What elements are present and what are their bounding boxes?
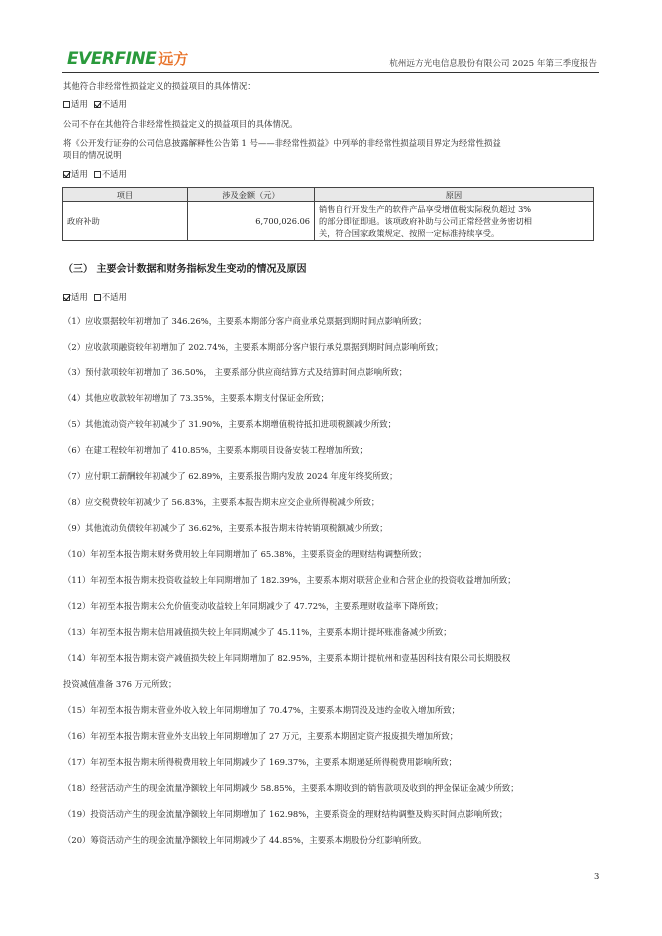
change-item: （18）经营活动产生的现金流量净额较上年同期减少 58.85%，主要系本期收到的销售款项及收到的押金保证金减少所致； [63, 783, 519, 793]
change-item: （5）其他流动资产较年初减少了 31.90%，主要系本期增值税待抵扣进项税额减少所致； [63, 419, 397, 429]
recurring-items-question-line1: 将《公开发行证券的公司信息披露解释性公告第 1 号——非经常性损益》中列举的非经常性损益项目界定为经常性损益 [63, 138, 501, 148]
company-logo [67, 48, 188, 68]
cell-reason [315, 202, 594, 241]
change-item: （14）年初至本报告期末资产减值损失较上年同期增加了 82.95%，主要系本期计提杭州和壹基因科技有限公司长期股权 [63, 653, 511, 663]
column-header-reason: 原因 [315, 188, 594, 202]
section-heading: （三） 主要会计数据和财务指标发生变动的情况及原因 [63, 264, 307, 275]
change-item: （9）其他流动负债较年初减少了 36.62%，主要系本报告期末待转销项税额减少所致； [63, 523, 388, 533]
option-label: 适用 [71, 169, 88, 179]
cell-item: 政府补助 [63, 202, 188, 241]
change-item: （12）年初至本报告期末公允价值变动收益较上年同期减少了 47.72%，主要系理财收益率下降所致； [63, 601, 444, 611]
change-item: （8）应交税费较年初减少了 56.83%，主要系本报告期末应交企业所得税减少所致； [63, 497, 380, 507]
change-item: （1）应收票据较年初增加了 346.26%，主要系本期部分客户商业承兑票据到期时间点影响所致； [63, 316, 427, 326]
table-row [63, 202, 594, 241]
checkbox-applicable [63, 294, 70, 301]
option-label: 适用 [71, 292, 88, 302]
option-label: 适用 [71, 99, 88, 109]
checkbox-not-applicable [94, 101, 101, 108]
reason-line: 的部分即征即退。该项政府补助与公司正常经营业务密切相 [319, 216, 532, 226]
reason-line: 关，符合国家政策规定、按照一定标准持续享受。 [319, 228, 500, 238]
applicability-options-1 [63, 98, 133, 110]
checkbox-applicable [63, 101, 70, 108]
report-title: 杭州远方光电信息股份有限公司 2025 年第三季度报告 [389, 59, 597, 69]
change-item: （17）年初至本报告期末所得税费用较上年同期减少了 169.37%，主要系本期递延所得税费用影响所致； [63, 757, 457, 767]
page-number: 3 [594, 871, 600, 881]
change-item: （6）在建工程较年初增加了 410.85%，主要系本期项目设备安装工程增加所致； [63, 445, 368, 455]
change-item: （11）年初至本报告期末投资收益较上年同期增加了 182.39%，主要系本期对联营企业和合营企业的投资收益增加所致； [63, 575, 516, 585]
change-item: （10）年初至本报告期末财务费用较上年同期增加了 65.38%，主要系资金的理财结构调整所致； [63, 549, 427, 559]
option-label: 不适用 [101, 169, 127, 179]
change-item: （7）应付职工薪酬较年初减少了 62.89%，主要系报告期内发放 2024 年度年终奖所致； [63, 471, 398, 481]
option-label: 不适用 [101, 99, 127, 109]
checkbox-applicable [63, 171, 70, 178]
column-header-item: 项目 [63, 188, 188, 202]
recurring-items-question-line2: 项目的情况说明 [63, 150, 122, 160]
option-label: 不适用 [101, 292, 127, 302]
reason-line: 销售自行开发生产的软件产品享受增值税实际税负超过 3% [319, 204, 532, 214]
logo-text-cn: 远方 [158, 50, 189, 68]
other-items-question: 其他符合非经常性损益定义的损益项目的具体情况： [63, 81, 256, 91]
applicability-options-2 [63, 168, 133, 180]
change-item-continuation: 投资减值准备 376 万元所致； [63, 679, 177, 689]
applicability-options-3 [63, 291, 133, 303]
change-item: （19）投资活动产生的现金流量净额较上年同期增加了 162.98%，主要系资金的理财结构调整及购买时间点影响所致； [63, 809, 508, 819]
change-item: （20）筹资活动产生的现金流量净额较上年同期减少了 44.85%，主要系本期股份分红影响所致。 [63, 835, 427, 845]
other-items-statement: 公司不存在其他符合非经常性损益定义的损益项目的具体情况。 [63, 119, 298, 129]
change-item: （16）年初至本报告期末营业外支出较上年同期增加了 27 万元，主要系本期固定资产报废损失增加所致； [63, 731, 459, 741]
column-header-amount: 涉及金额（元） [188, 188, 315, 202]
change-item: （3）预付款项较年初增加了 36.50%， 主要系部分供应商结算方式及结算时间点影响所致； [63, 367, 408, 377]
table-header-row [63, 188, 594, 202]
checkbox-not-applicable [94, 294, 101, 301]
cell-amount: 6,700,026.06 [188, 202, 315, 241]
checkbox-not-applicable [94, 171, 101, 178]
recurring-items-table [62, 187, 594, 241]
change-item: （13）年初至本报告期末信用减值损失较上年同期减少了 45.11%，主要系本期计提坏账准备减少所致； [63, 627, 452, 637]
change-item: （4）其他应收款较年初增加了 73.35%，主要系本期支付保证金所致； [63, 393, 330, 403]
page-header [62, 44, 599, 73]
change-item: （2）应收款项融资较年初增加了 202.74%，主要系本期部分客户银行承兑票据到期时间点影响所致； [63, 342, 444, 352]
logo-text-en: EVERFINE [67, 49, 157, 69]
change-item: （15）年初至本报告期末营业外收入较上年同期增加了 70.47%，主要系本期罚没及违约金收入增加所致； [63, 705, 460, 715]
